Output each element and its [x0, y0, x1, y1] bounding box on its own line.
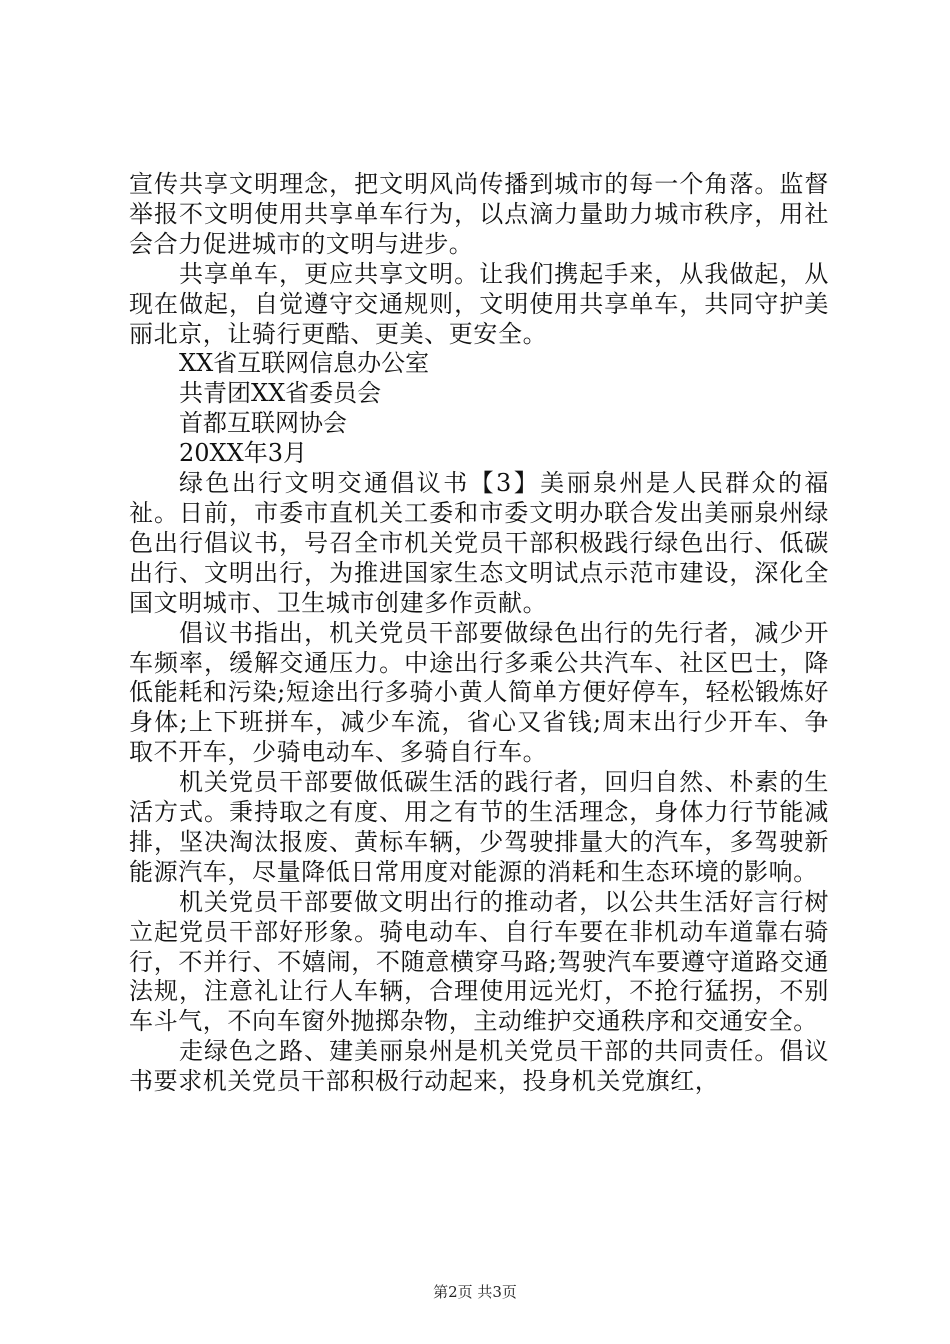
- paragraph-4: 倡议书指出，机关党员干部要做绿色出行的先行者，减少开车频率，缓解交通压力。中途出行多乘公共汽车、社区巴士，降低能耗和污染;短途出行多骑小黄人简单方便好停车，轻松锻炼好身体;上下班拼车，减少车流，省心又省钱;周末出行少开车、争取不开车，少骑电动车、多骑自行车。: [129, 618, 829, 767]
- signature-line-2: 共青团XX省委员会: [179, 379, 382, 408]
- paragraph-1: 宣传共享文明理念，把文明风尚传播到城市的每一个角落。监督举报不文明使用共享单车行为，以点滴力量助力城市秩序，用社会合力促进城市的文明与进步。: [129, 170, 829, 258]
- document-body: [129, 170, 829, 1097]
- signature-date: 20XX年3月: [179, 439, 307, 468]
- page-number-footer: 第2页 共3页: [433, 1283, 517, 1301]
- signature-line-1: XX省互联网信息办公室: [179, 349, 430, 378]
- paragraph-7: 走绿色之路、建美丽泉州是机关党员干部的共同责任。倡议书要求机关党员干部积极行动起来，投身机关党旗红，: [129, 1037, 829, 1096]
- paragraph-3: 绿色出行文明交通倡议书【3】美丽泉州是人民群众的福祉。日前，市委市直机关工委和市委文明办联合发出美丽泉州绿色出行倡议书，号召全市机关党员干部积极践行绿色出行、低碳出行、文明出行，为推进国家生态文明试点示范市建设，深化全国文明城市、卫生城市创建多作贡献。: [129, 469, 829, 617]
- paragraph-2: 共享单车，更应共享文明。让我们携起手来，从我做起，从现在做起，自觉遵守交通规则，文明使用共享单车，共同守护美丽北京，让骑行更酷、更美、更安全。: [129, 259, 829, 348]
- paragraph-6: 机关党员干部要做文明出行的推动者，以公共生活好言行树立起党员干部好形象。骑电动车、自行车要在非机动车道靠右骑行，不并行、不嬉闹，不随意横穿马路;驾驶汽车要遵守道路交通法规，注意礼让行人车辆，合理使用远光灯，不抢行猛拐，不别车斗气，不向车窗外抛掷杂物，主动维护交通秩序和交通安全。: [129, 887, 829, 1036]
- paragraph-5: 机关党员干部要做低碳生活的践行者，回归自然、朴素的生活方式。秉持取之有度、用之有节的生活理念，身体力行节能减排，坚决淘汰报废、黄标车辆，少驾驶排量大的汽车，多驾驶新能源汽车，尽量降低日常用度对能源的消耗和生态环境的影响。: [129, 768, 829, 886]
- signature-line-3: 首都互联网协会: [179, 409, 347, 438]
